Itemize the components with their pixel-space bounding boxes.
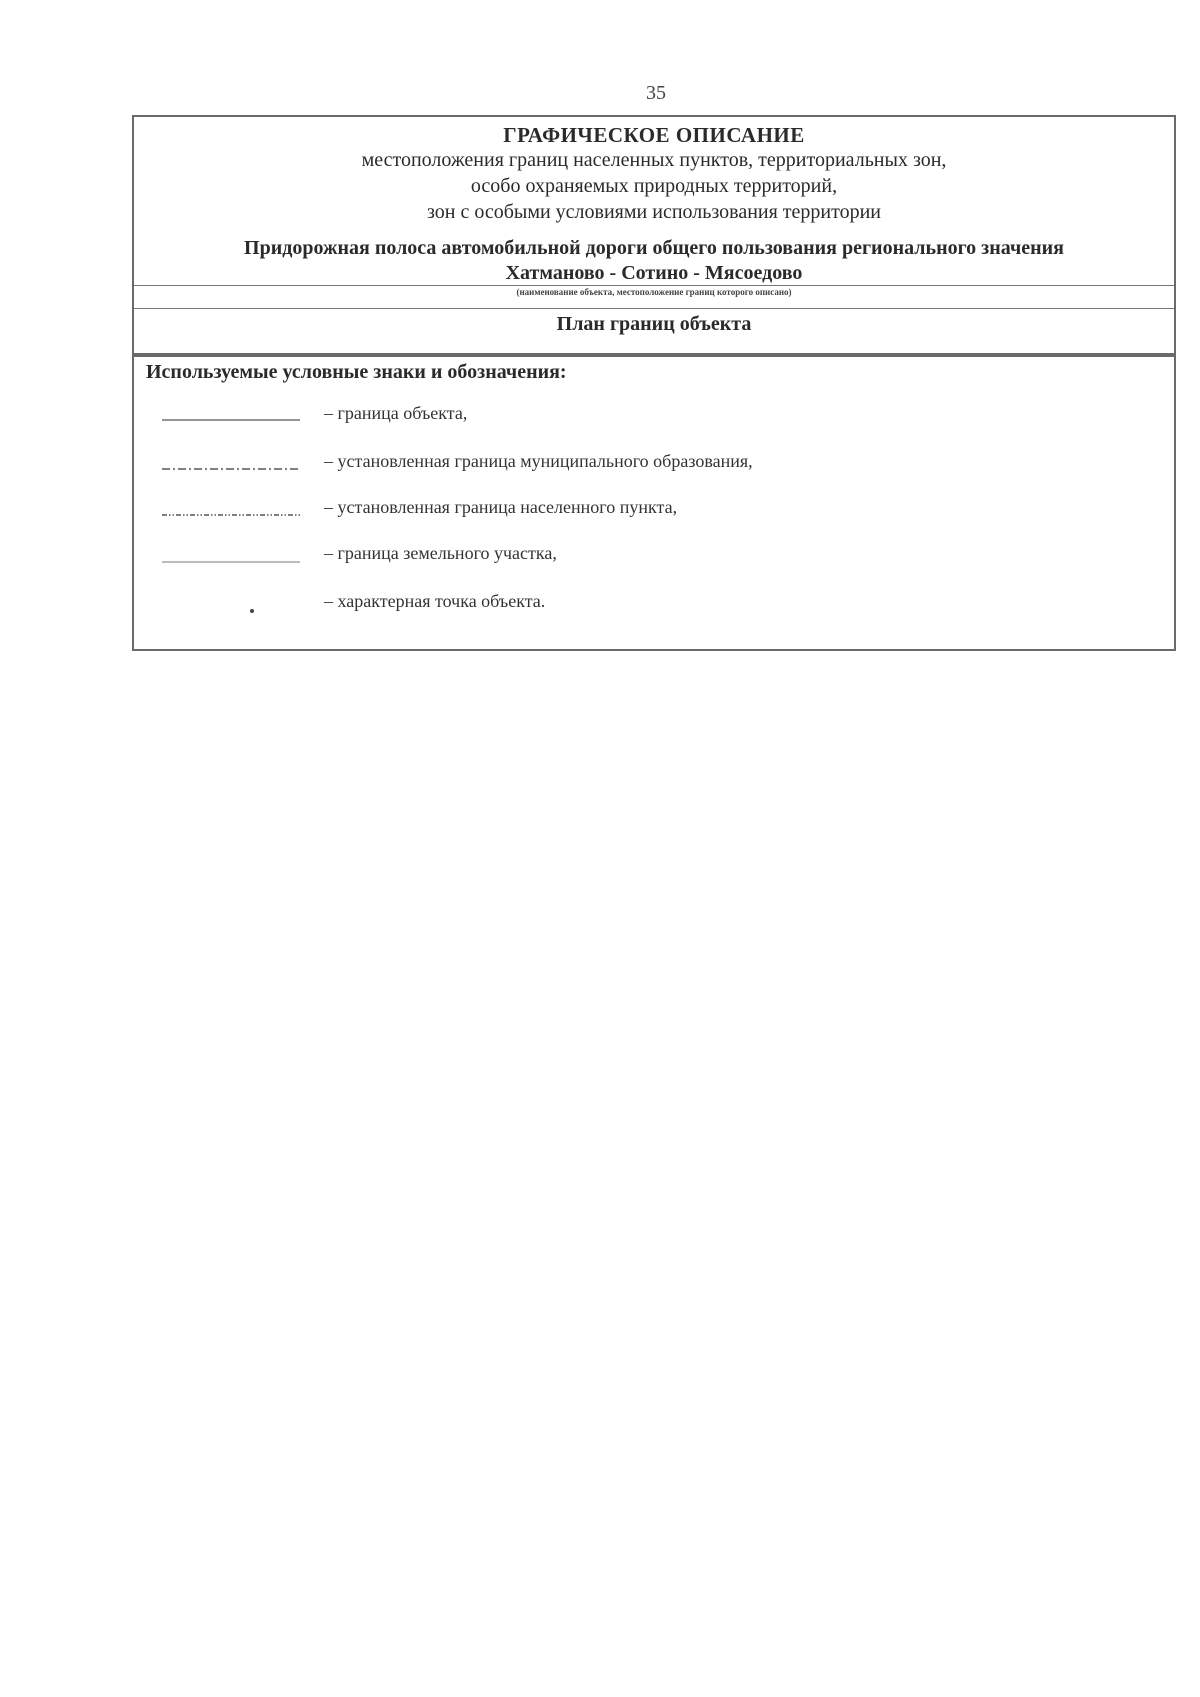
object-name-line-1: Придорожная полоса автомобильной дороги общего пользования регионального значения	[244, 237, 1064, 259]
legend-item-label: – граница объекта,	[324, 403, 468, 423]
thin-line-symbol	[162, 553, 300, 567]
dash-dot-line-symbol	[162, 461, 300, 475]
legend-item-label: – граница земельного участка,	[324, 543, 557, 563]
subtitle-line-1: местоположения границ населенных пунктов, территориальных зон,	[361, 149, 947, 171]
subtitle-line-2: особо охраняемых природных территорий,	[470, 175, 838, 197]
legend-item-object-boundary	[134, 403, 1174, 433]
object-caption: (наименование объекта, местоположение границ которого описано)	[516, 287, 792, 297]
solid-line-symbol	[162, 413, 300, 427]
plan-title: План границ объекта	[556, 313, 752, 335]
legend-item-label: – установленная граница населенного пункта,	[324, 497, 678, 517]
object-caption-row	[134, 285, 1174, 309]
subtitle-line-3: зон с особыми условиями использования территории	[426, 201, 882, 223]
document-title: ГРАФИЧЕСКОЕ ОПИСАНИЕ	[503, 123, 805, 147]
legend-frame	[132, 355, 1176, 651]
legend-item-settlement-boundary	[134, 497, 1174, 527]
legend-item-municipal-boundary	[134, 451, 1174, 481]
legend-item-label: – характерная точка объекта.	[324, 591, 546, 611]
page-number: 35	[646, 82, 666, 104]
dash-dot-dot-line-symbol	[162, 507, 300, 521]
legend-item-land-plot-boundary	[134, 543, 1174, 573]
legend-title: Используемые условные знаки и обозначения:	[146, 361, 567, 383]
object-name-line-2: Хатманово - Сотино - Мясоедово	[505, 262, 803, 284]
legend-item-characteristic-point	[134, 591, 1174, 621]
legend-item-label: – установленная граница муниципального образования,	[324, 451, 753, 471]
header-frame	[132, 115, 1176, 355]
point-symbol	[162, 601, 300, 615]
